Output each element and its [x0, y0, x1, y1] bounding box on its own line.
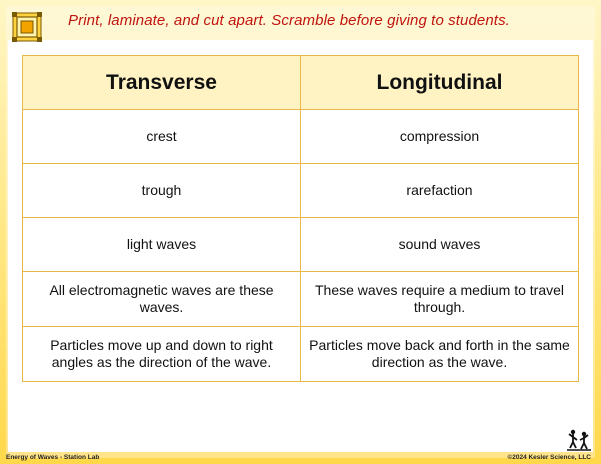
header-longitudinal: Longitudinal: [301, 56, 579, 110]
card-cell: Particles move back and forth in the same direction as the wave.: [301, 327, 579, 382]
card-cell: compression: [301, 110, 579, 164]
card-cell: Particles move up and down to right angles as the direction of the wave.: [23, 327, 301, 382]
instructions-banner: Print, laminate, and cut apart. Scramble before giving to students.: [68, 12, 510, 29]
kesler-science-figures-icon: [566, 428, 592, 452]
table-row: [23, 272, 579, 327]
header-transverse: Transverse: [23, 56, 301, 110]
card-cell: trough: [23, 164, 301, 218]
table-row: [23, 164, 579, 218]
card-cell: crest: [23, 110, 301, 164]
card-cell: sound waves: [301, 218, 579, 272]
footer-course-title: Energy of Waves - Station Lab: [6, 454, 100, 461]
table-row: [23, 110, 579, 164]
card-cell: rarefaction: [301, 164, 579, 218]
vocabulary-card-table: [22, 55, 579, 382]
card-cell: These waves require a medium to travel through.: [301, 272, 579, 327]
table-header-row: [23, 56, 579, 110]
square-frame-logo-icon: [12, 12, 42, 42]
footer-copyright: ©2024 Kesler Science, LLC: [507, 454, 591, 461]
card-cell: light waves: [23, 218, 301, 272]
table-row: [23, 327, 579, 382]
table-row: [23, 218, 579, 272]
card-cell: All electromagnetic waves are these waves.: [23, 272, 301, 327]
